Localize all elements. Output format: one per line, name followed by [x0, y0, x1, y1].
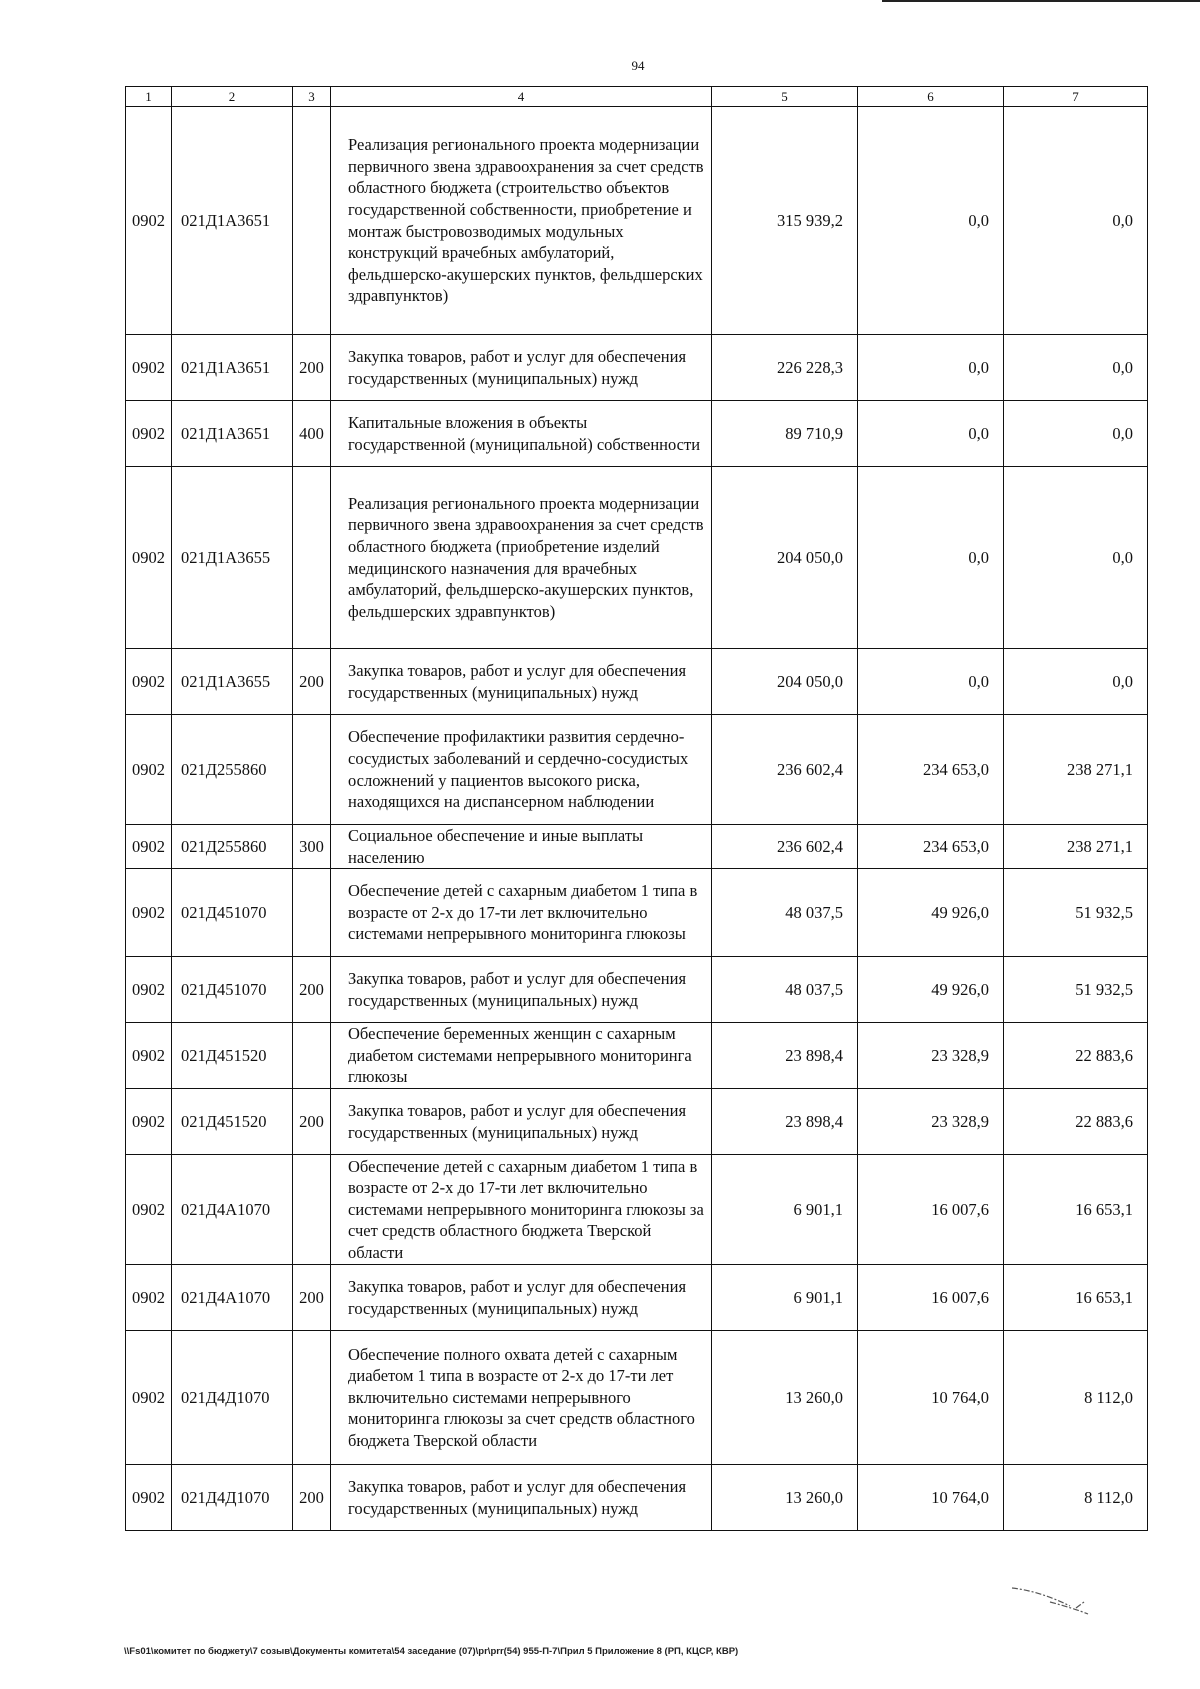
column-number-header-row	[126, 87, 1148, 107]
section-code-cell: 0902	[126, 1023, 172, 1089]
description-cell: Закупка товаров, работ и услуг для обеспечения государственных (муниципальных) нужд	[331, 1465, 712, 1531]
table-row	[126, 649, 1148, 715]
amount-year1-cell: 204 050,0	[712, 649, 858, 715]
amount-year3-cell: 22 883,6	[1004, 1089, 1148, 1155]
table-row	[126, 957, 1148, 1023]
expense-type-cell: 200	[293, 1265, 331, 1331]
description-cell: Обеспечение профилактики развития сердечно-сосудистых заболеваний и сердечно-сосудистых осложнений у пациентов высокого риска, находящихся на диспансерном наблюдении	[331, 715, 712, 825]
table-row	[126, 1331, 1148, 1465]
amount-year3-cell: 51 932,5	[1004, 869, 1148, 957]
file-path-footer: \\Fs01\комитет по бюджету\7 созыв\Документы комитета\54 заседание (07)\pr\prr(54) 955-П-7\Прил 5 Приложение 8 (РП, КЦСР, КВР)	[124, 1646, 739, 1657]
amount-year1-cell: 226 228,3	[712, 335, 858, 401]
description-cell: Обеспечение детей с сахарным диабетом 1 типа в возрасте от 2-х до 17-ти лет включительно системами непрерывного мониторинга глюкозы	[331, 869, 712, 957]
column-header: 4	[331, 87, 712, 107]
amount-year1-cell: 236 602,4	[712, 825, 858, 869]
amount-year1-cell: 23 898,4	[712, 1023, 858, 1089]
amount-year2-cell: 0,0	[858, 107, 1004, 335]
amount-year1-cell: 204 050,0	[712, 467, 858, 649]
amount-year2-cell: 234 653,0	[858, 825, 1004, 869]
description-cell: Обеспечение беременных женщин с сахарным диабетом системами непрерывного мониторинга глюкозы	[331, 1023, 712, 1089]
target-article-code-cell: 021Д451520	[172, 1089, 293, 1155]
section-code-cell: 0902	[126, 467, 172, 649]
section-code-cell: 0902	[126, 957, 172, 1023]
amount-year1-cell: 23 898,4	[712, 1089, 858, 1155]
table-row	[126, 401, 1148, 467]
table-row	[126, 1089, 1148, 1155]
section-code-cell: 0902	[126, 715, 172, 825]
expense-type-cell	[293, 1023, 331, 1089]
expense-type-cell	[293, 715, 331, 825]
expense-type-cell	[293, 467, 331, 649]
amount-year3-cell: 8 112,0	[1004, 1331, 1148, 1465]
section-code-cell: 0902	[126, 1155, 172, 1265]
signature-mark	[1010, 1580, 1090, 1620]
amount-year1-cell: 13 260,0	[712, 1331, 858, 1465]
section-code-cell: 0902	[126, 1465, 172, 1531]
description-cell: Обеспечение детей с сахарным диабетом 1 типа в возрасте от 2-х до 17-ти лет включительно системами непрерывного мониторинга глюкозы за счет средств областного бюджета Тверской области	[331, 1155, 712, 1265]
amount-year3-cell: 238 271,1	[1004, 715, 1148, 825]
amount-year1-cell: 89 710,9	[712, 401, 858, 467]
amount-year2-cell: 16 007,6	[858, 1265, 1004, 1331]
amount-year3-cell: 0,0	[1004, 649, 1148, 715]
amount-year3-cell: 0,0	[1004, 401, 1148, 467]
amount-year2-cell: 0,0	[858, 649, 1004, 715]
table-row	[126, 1265, 1148, 1331]
target-article-code-cell: 021Д4А1070	[172, 1155, 293, 1265]
target-article-code-cell: 021Д4Д1070	[172, 1465, 293, 1531]
amount-year2-cell: 23 328,9	[858, 1023, 1004, 1089]
expense-type-cell: 200	[293, 957, 331, 1023]
target-article-code-cell: 021Д1А3651	[172, 401, 293, 467]
expense-type-cell	[293, 869, 331, 957]
table-row	[126, 335, 1148, 401]
target-article-code-cell: 021Д255860	[172, 825, 293, 869]
amount-year3-cell: 0,0	[1004, 107, 1148, 335]
column-header: 5	[712, 87, 858, 107]
column-header: 3	[293, 87, 331, 107]
section-code-cell: 0902	[126, 869, 172, 957]
section-code-cell: 0902	[126, 1331, 172, 1465]
amount-year2-cell: 49 926,0	[858, 957, 1004, 1023]
section-code-cell: 0902	[126, 649, 172, 715]
amount-year2-cell: 10 764,0	[858, 1465, 1004, 1531]
section-code-cell: 0902	[126, 1265, 172, 1331]
table-row	[126, 1465, 1148, 1531]
table-row	[126, 467, 1148, 649]
description-cell: Реализация регионального проекта модернизации первичного звена здравоохранения за счет средств областного бюджета (строительство объектов государственной собственности, приобретение и монтаж быстровозводимых модульных конструкций врачебных амбулаторий, фельдшерско-акушерских пунктов, фельдшерских здравпунктов)	[331, 107, 712, 335]
expense-type-cell: 200	[293, 1089, 331, 1155]
page-number: 94	[631, 58, 645, 73]
expense-type-cell	[293, 1331, 331, 1465]
target-article-code-cell: 021Д451070	[172, 869, 293, 957]
amount-year2-cell: 10 764,0	[858, 1331, 1004, 1465]
section-code-cell: 0902	[126, 107, 172, 335]
expense-type-cell: 300	[293, 825, 331, 869]
section-code-cell: 0902	[126, 825, 172, 869]
target-article-code-cell: 021Д1А3655	[172, 649, 293, 715]
target-article-code-cell: 021Д1А3655	[172, 467, 293, 649]
amount-year3-cell: 238 271,1	[1004, 825, 1148, 869]
amount-year1-cell: 6 901,1	[712, 1265, 858, 1331]
description-cell: Закупка товаров, работ и услуг для обеспечения государственных (муниципальных) нужд	[331, 1089, 712, 1155]
table-row	[126, 1155, 1148, 1265]
description-cell: Социальное обеспечение и иные выплаты населению	[331, 825, 712, 869]
amount-year1-cell: 13 260,0	[712, 1465, 858, 1531]
amount-year2-cell: 0,0	[858, 401, 1004, 467]
target-article-code-cell: 021Д451070	[172, 957, 293, 1023]
target-article-code-cell: 021Д4Д1070	[172, 1331, 293, 1465]
table-row	[126, 1023, 1148, 1089]
amount-year3-cell: 0,0	[1004, 335, 1148, 401]
expense-type-cell: 200	[293, 1465, 331, 1531]
table-row	[126, 715, 1148, 825]
target-article-code-cell: 021Д255860	[172, 715, 293, 825]
expense-type-cell: 400	[293, 401, 331, 467]
description-cell: Обеспечение полного охвата детей с сахарным диабетом 1 типа в возрасте от 2-х до 17-ти лет включительно системами непрерывного мониторинга глюкозы за счет средств областного бюджета Тверской области	[331, 1331, 712, 1465]
description-cell: Закупка товаров, работ и услуг для обеспечения государственных (муниципальных) нужд	[331, 335, 712, 401]
column-header: 6	[858, 87, 1004, 107]
description-cell: Закупка товаров, работ и услуг для обеспечения государственных (муниципальных) нужд	[331, 1265, 712, 1331]
amount-year1-cell: 48 037,5	[712, 869, 858, 957]
section-code-cell: 0902	[126, 335, 172, 401]
section-code-cell: 0902	[126, 401, 172, 467]
amount-year1-cell: 236 602,4	[712, 715, 858, 825]
expense-type-cell	[293, 107, 331, 335]
budget-table	[125, 86, 1148, 1531]
target-article-code-cell: 021Д451520	[172, 1023, 293, 1089]
amount-year3-cell: 51 932,5	[1004, 957, 1148, 1023]
target-article-code-cell: 021Д1А3651	[172, 335, 293, 401]
amount-year1-cell: 6 901,1	[712, 1155, 858, 1265]
expense-type-cell: 200	[293, 335, 331, 401]
description-cell: Реализация регионального проекта модернизации первичного звена здравоохранения за счет средств областного бюджета (приобретение изделий медицинского назначения для врачебных амбулаторий, фельдшерско-акушерских пунктов, фельдшерских здравпунктов)	[331, 467, 712, 649]
amount-year3-cell: 16 653,1	[1004, 1265, 1148, 1331]
amount-year3-cell: 22 883,6	[1004, 1023, 1148, 1089]
expense-type-cell	[293, 1155, 331, 1265]
top-edge-rule	[882, 0, 1200, 2]
amount-year1-cell: 48 037,5	[712, 957, 858, 1023]
amount-year2-cell: 16 007,6	[858, 1155, 1004, 1265]
column-header: 7	[1004, 87, 1148, 107]
amount-year2-cell: 0,0	[858, 467, 1004, 649]
table-row	[126, 107, 1148, 335]
description-cell: Капитальные вложения в объекты государственной (муниципальной) собственности	[331, 401, 712, 467]
amount-year2-cell: 49 926,0	[858, 869, 1004, 957]
amount-year1-cell: 315 939,2	[712, 107, 858, 335]
description-cell: Закупка товаров, работ и услуг для обеспечения государственных (муниципальных) нужд	[331, 957, 712, 1023]
amount-year3-cell: 8 112,0	[1004, 1465, 1148, 1531]
column-header: 1	[126, 87, 172, 107]
amount-year3-cell: 0,0	[1004, 467, 1148, 649]
expense-type-cell: 200	[293, 649, 331, 715]
table-row	[126, 869, 1148, 957]
amount-year2-cell: 0,0	[858, 335, 1004, 401]
table-row	[126, 825, 1148, 869]
amount-year3-cell: 16 653,1	[1004, 1155, 1148, 1265]
description-cell: Закупка товаров, работ и услуг для обеспечения государственных (муниципальных) нужд	[331, 649, 712, 715]
amount-year2-cell: 23 328,9	[858, 1089, 1004, 1155]
target-article-code-cell: 021Д1А3651	[172, 107, 293, 335]
target-article-code-cell: 021Д4А1070	[172, 1265, 293, 1331]
column-header: 2	[172, 87, 293, 107]
section-code-cell: 0902	[126, 1089, 172, 1155]
amount-year2-cell: 234 653,0	[858, 715, 1004, 825]
